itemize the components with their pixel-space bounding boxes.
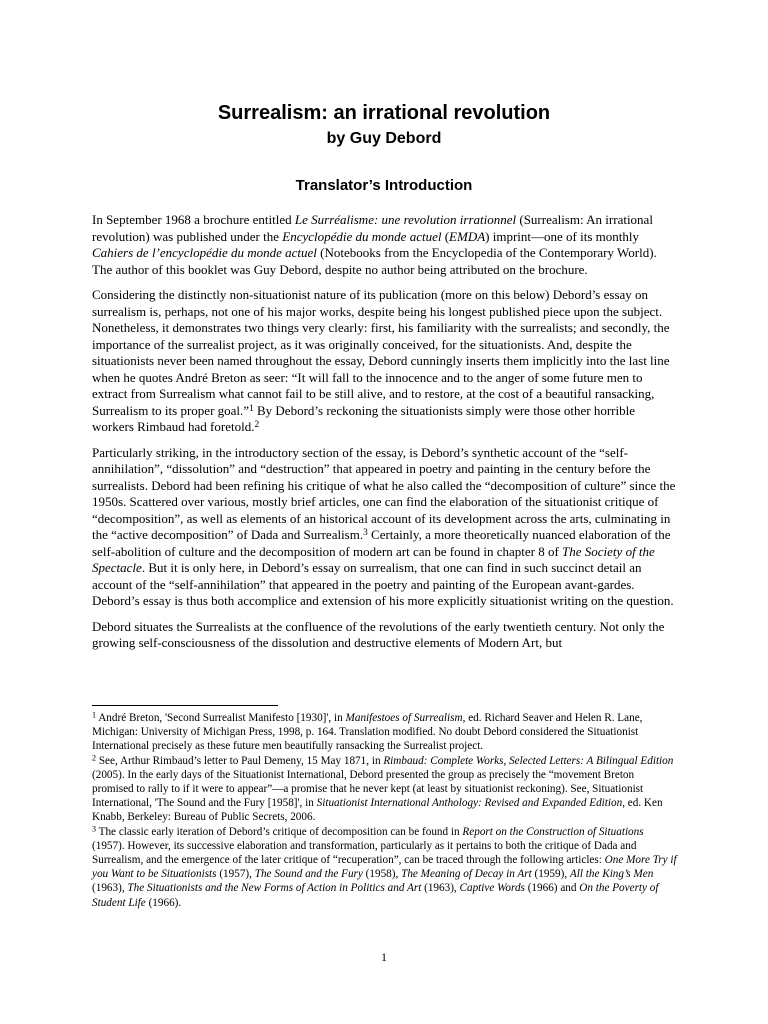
author-byline: by Guy Debord	[326, 130, 442, 147]
paragraph-3: Particularly striking, in the introductory section of the essay, is Debord’s synthetic account of the “self-annihilation”, “dissolution” and “destruction” that appeared in poetry and painting in the century before the surrealists. Debord had been refining his critique of what he also called the “decomposition of culture” since the 1950s. Scattered over various, mostly brief articles, one can find the elaboration of the situationist critique of “decomposition”, as well as elements of an historical account of its development across the arts, culminating in the “active decomposition” of Dada and Surrealism.$^3$ Certainly, a more theoretically nuanced elaboration of the self-abolition of culture and the decomposition of modern art can be found in chapter 8 of The Society of the Spectacle. But it is only here, in Debord’s essay on surrealism, that one can find in such succinct detail an account of the “self-annihilation” that appeared in the poetry and painting of the European avant-gardes. Debord’s essay is thus both accomplice and extension of his more explicitly situationist writing on the question.	[92, 444, 676, 608]
paragraph-4: Debord situates the Surrealists at the confluence of the revolutions of the early twentieth century. Not only the growing self-consciousness of the dissolution and destructive elements of Modern Art, but	[92, 618, 665, 650]
title-italic: Le Surréalisme: une revolution irrationnel	[294, 212, 517, 227]
footnote-ref-2[interactable]: 2	[254, 419, 260, 430]
footnote-divider	[92, 705, 278, 706]
footnote-1: $^1$ André Breton, 'Second Surrealist Manifesto [1930]', in Manifestoes of Surrealism, ed. Richard Seaver and Helen R. Lane, Michigan: University of Michigan Press, 1998, p. 164. Translation modified. No doubt Debord considered the Situationist International precisely as these future men beautifully ransacking the Surrealist project.	[92, 710, 643, 753]
footnote-ref-3[interactable]: 3	[363, 527, 368, 538]
title-italic: Cahiers de l’encyclopédie du monde actuel	[92, 245, 317, 260]
paragraph-2: Considering the distinctly non-situationist nature of its publication (more on this below) Debord’s essay on surrealism is, perhaps, not one of his major works, despite being his longest published piece upon the subject. Nonetheless, it demonstrates two things very clearly: first, his familiarity with the surrealists; and secondly, the importance of the surrealist project, as it was originally conceived, for the situationists. And, despite the situationists never been named throughout the essay, Debord cunningly inserts them implicitly into the last line when he quotes André Breton as seer: “It will fall to the innocence and to the anger of some future men to extract from Surrealism what cannot fail to be still alive, and to restore, at the cost of a beautiful ransacking, Surrealism to its proper goal.”$^1$ By Debord’s reckoning the situationists simply were those other horrible workers Rimbaud had foretold.$^2$	[92, 287, 670, 434]
title-italic: Encyclopédie du monde actuel	[282, 228, 442, 244]
title-italic: EMDA	[449, 228, 486, 244]
page-number: 1	[381, 950, 387, 964]
footnotes	[92, 711, 678, 910]
footnote-ref-1[interactable]: 1	[249, 403, 254, 414]
body-text	[92, 212, 678, 661]
section-heading: Translator’s Introduction	[295, 177, 473, 194]
document-title: Surrealism: an irrational revolution	[217, 102, 551, 124]
title-italic: The Society of the Spectacle	[92, 543, 655, 575]
footnote-2: $^2$ See, Arthur Rimbaud’s letter to Paul Demeny, 15 May 1871, in Rimbaud: Complete Works, Selected Letters: A Bilingual Edition (2005). In the early days of the Situationist International, Debord presented the group as precisely the “movement Breton promised to rally to if it were to appear”—a promise that he never kept (at least by situationist reckoning). See, Situationist International, 'The Sound and the Fury [1958]', in Situationist International Anthology: Revised and Expanded Edition, ed. Ken Knabb, Berkeley: Bureau of Public Secrets, 2006.	[92, 752, 674, 824]
footnote-3: $^3$ The classic early iteration of Debord’s critique of decomposition can be found in Report on the Construction of Situations (1957). However, its successive elaboration and transformation, particularly as it pertains to both the critique of Dada and Surrealism, and the emergence of the later critique of “recuperation”, can be traced through the following articles: One More Try if you Want to be Situationists (1957), The Sound and the Fury (1958), The Meaning of Decay in Art (1959), All the King’s Men (1963), The Situationists and the New Forms of Action in Politics and Art (1963), Captive Words (1966) and On the Poverty of Student Life (1966).	[92, 824, 677, 909]
paragraph-1: In September 1968 a brochure entitled Le Surréalisme: une revolution irrationnel (Surrealism: An irrational revolution) was published under the Encyclopédie du monde actuel (EMDA) imprint—one of its monthly Cahiers de l’encyclopédie du monde actuel (Notebooks from the Encyclopedia of the Contemporary World). The author of this booklet was Guy Debord, despite no author being attributed on the brochure.	[92, 212, 657, 277]
